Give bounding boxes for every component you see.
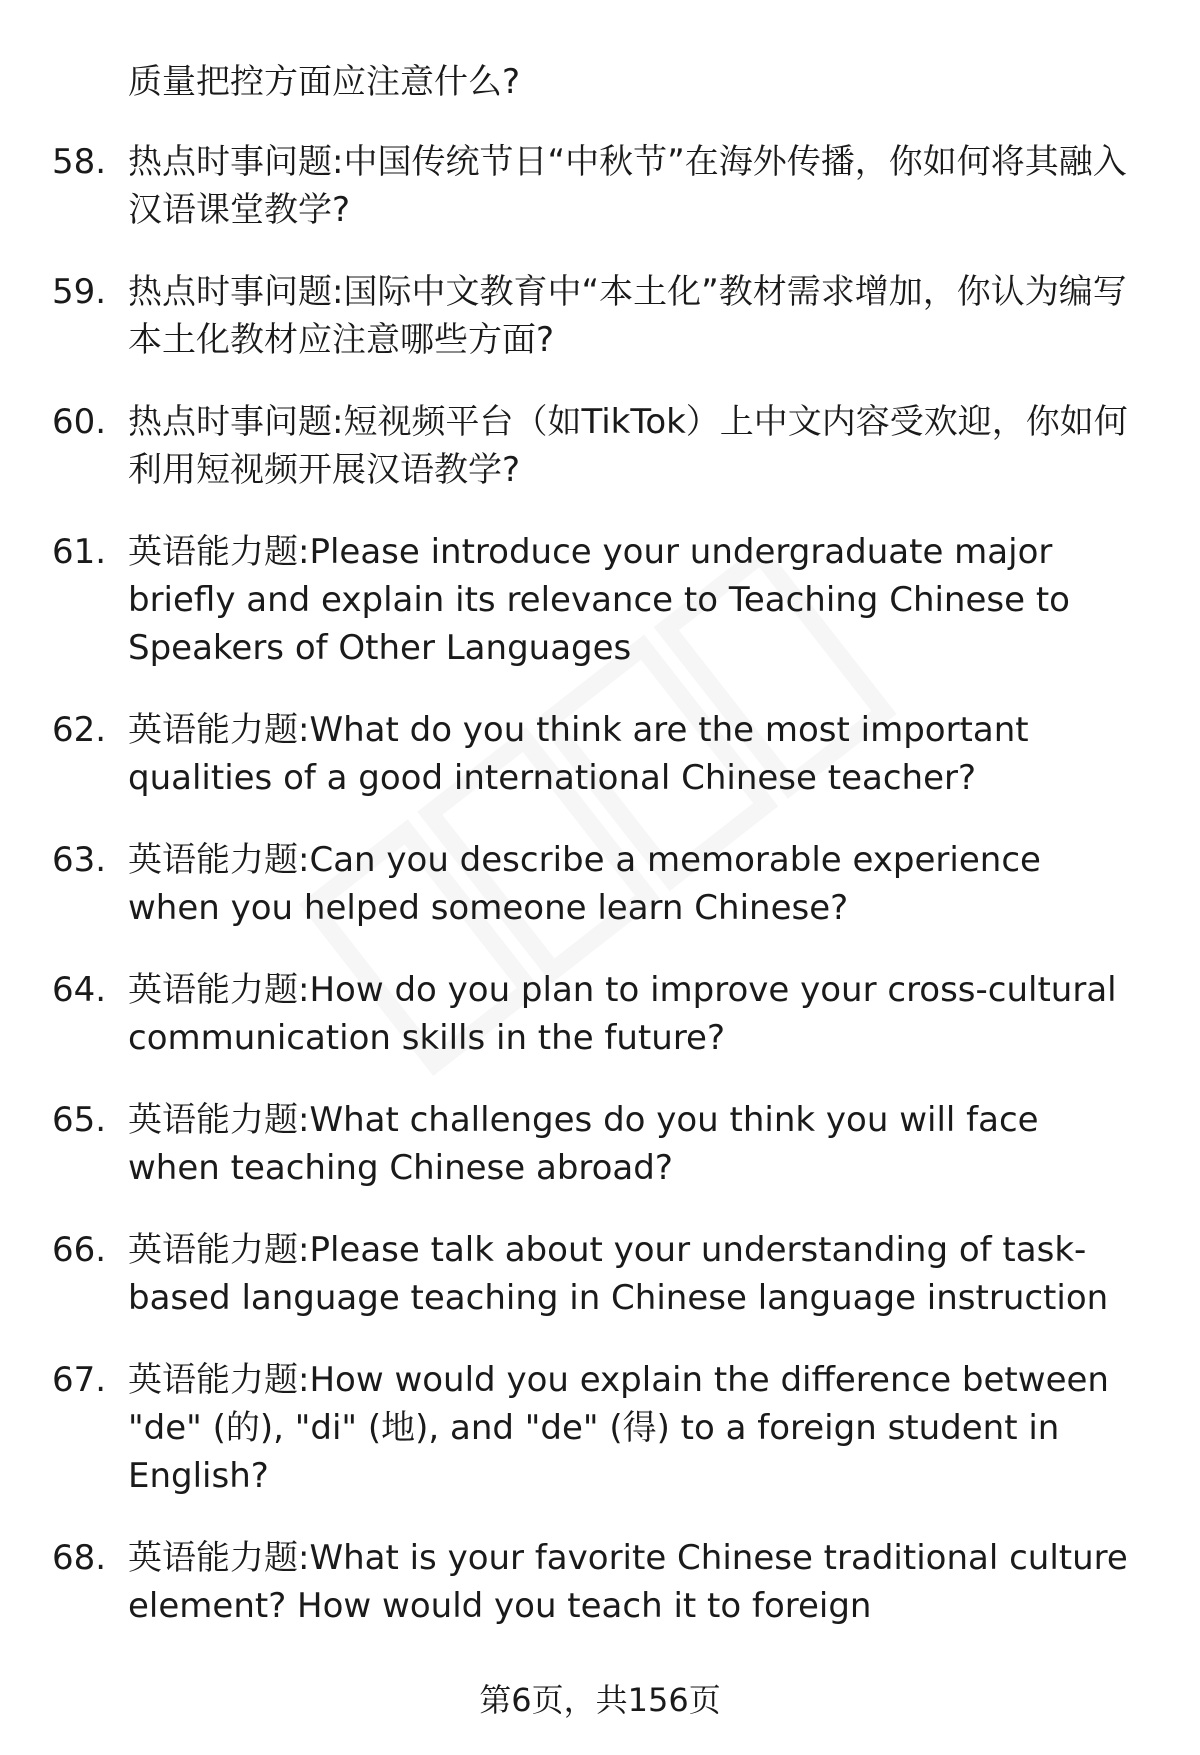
question-separator: : — [298, 710, 310, 750]
question-number: 59. — [52, 272, 107, 312]
question-text: 国际中文教育中“本土化”教材需求增加，你认为编写本土化教材应注意哪些方面? — [128, 272, 1127, 360]
question-text: Can you describe a memorable experience when you helped someone learn Chinese? — [128, 840, 1041, 928]
question-text: Please talk about your understanding of task-based language teaching in Chinese language instruction — [128, 1230, 1109, 1318]
question-category: 热点时事问题 — [128, 142, 332, 182]
question-separator: : — [332, 272, 344, 312]
question-number: 65. — [52, 1100, 107, 1140]
question-category: 英语能力题 — [128, 710, 298, 750]
continuation-text: 质量把控方面应注意什么? — [128, 62, 521, 102]
question-category: 英语能力题 — [128, 1538, 298, 1578]
question-separator: : — [298, 1360, 310, 1400]
question-category: 英语能力题 — [128, 970, 298, 1010]
question-item — [0, 398, 1200, 494]
question-separator: : — [298, 1538, 310, 1578]
question-number: 68. — [52, 1538, 107, 1578]
question-separator: : — [332, 142, 344, 182]
question-item — [0, 1534, 1200, 1630]
question-text: How do you plan to improve your cross-cultural communication skills in the future? — [128, 970, 1117, 1058]
question-number: 63. — [52, 840, 107, 880]
question-number: 66. — [52, 1230, 107, 1270]
question-category: 英语能力题 — [128, 532, 298, 572]
question-separator: : — [298, 1100, 310, 1140]
question-category: 英语能力题 — [128, 1100, 298, 1140]
question-text: 短视频平台（如TikTok）上中文内容受欢迎，你如何利用短视频开展汉语教学? — [128, 402, 1128, 490]
question-category: 英语能力题 — [128, 840, 298, 880]
question-text: What do you think are the most important qualities of a good international Chinese teacher? — [128, 710, 1029, 798]
question-text: What is your favorite Chinese traditional culture element? How would you teach it to foreign — [128, 1538, 1128, 1626]
question-item — [0, 138, 1200, 234]
question-separator: : — [298, 970, 310, 1010]
question-list — [0, 138, 1200, 1664]
page-footer: 第6页，共156页 — [479, 1681, 721, 1719]
question-separator: : — [298, 1230, 310, 1270]
question-number: 62. — [52, 710, 107, 750]
question-text: What challenges do you think you will face when teaching Chinese abroad? — [128, 1100, 1039, 1188]
question-text: Please introduce your undergraduate major briefly and explain its relevance to Teaching Chinese to Speakers of Other Languages — [128, 532, 1070, 668]
question-number: 64. — [52, 970, 107, 1010]
question-category: 热点时事问题 — [128, 402, 332, 442]
question-item — [0, 836, 1200, 932]
question-number: 60. — [52, 402, 107, 442]
question-item — [0, 528, 1200, 672]
question-separator: : — [332, 402, 344, 442]
question-number: 61. — [52, 532, 107, 572]
question-separator: : — [298, 532, 310, 572]
question-item — [0, 1226, 1200, 1322]
question-text: How would you explain the difference between "de" (的), "di" (地), and "de" (得) to a foreign student in English? — [128, 1360, 1109, 1496]
question-text: 中国传统节日“中秋节”在海外传播，你如何将其融入汉语课堂教学? — [128, 142, 1127, 230]
question-number: 58. — [52, 142, 107, 182]
question-category: 英语能力题 — [128, 1230, 298, 1270]
question-category: 热点时事问题 — [128, 272, 332, 312]
question-number: 67. — [52, 1360, 107, 1400]
question-item — [0, 1096, 1200, 1192]
question-item — [0, 966, 1200, 1062]
question-category: 英语能力题 — [128, 1360, 298, 1400]
question-item — [0, 1356, 1200, 1500]
question-separator: : — [298, 840, 310, 880]
question-item — [0, 268, 1200, 364]
question-item — [0, 706, 1200, 802]
